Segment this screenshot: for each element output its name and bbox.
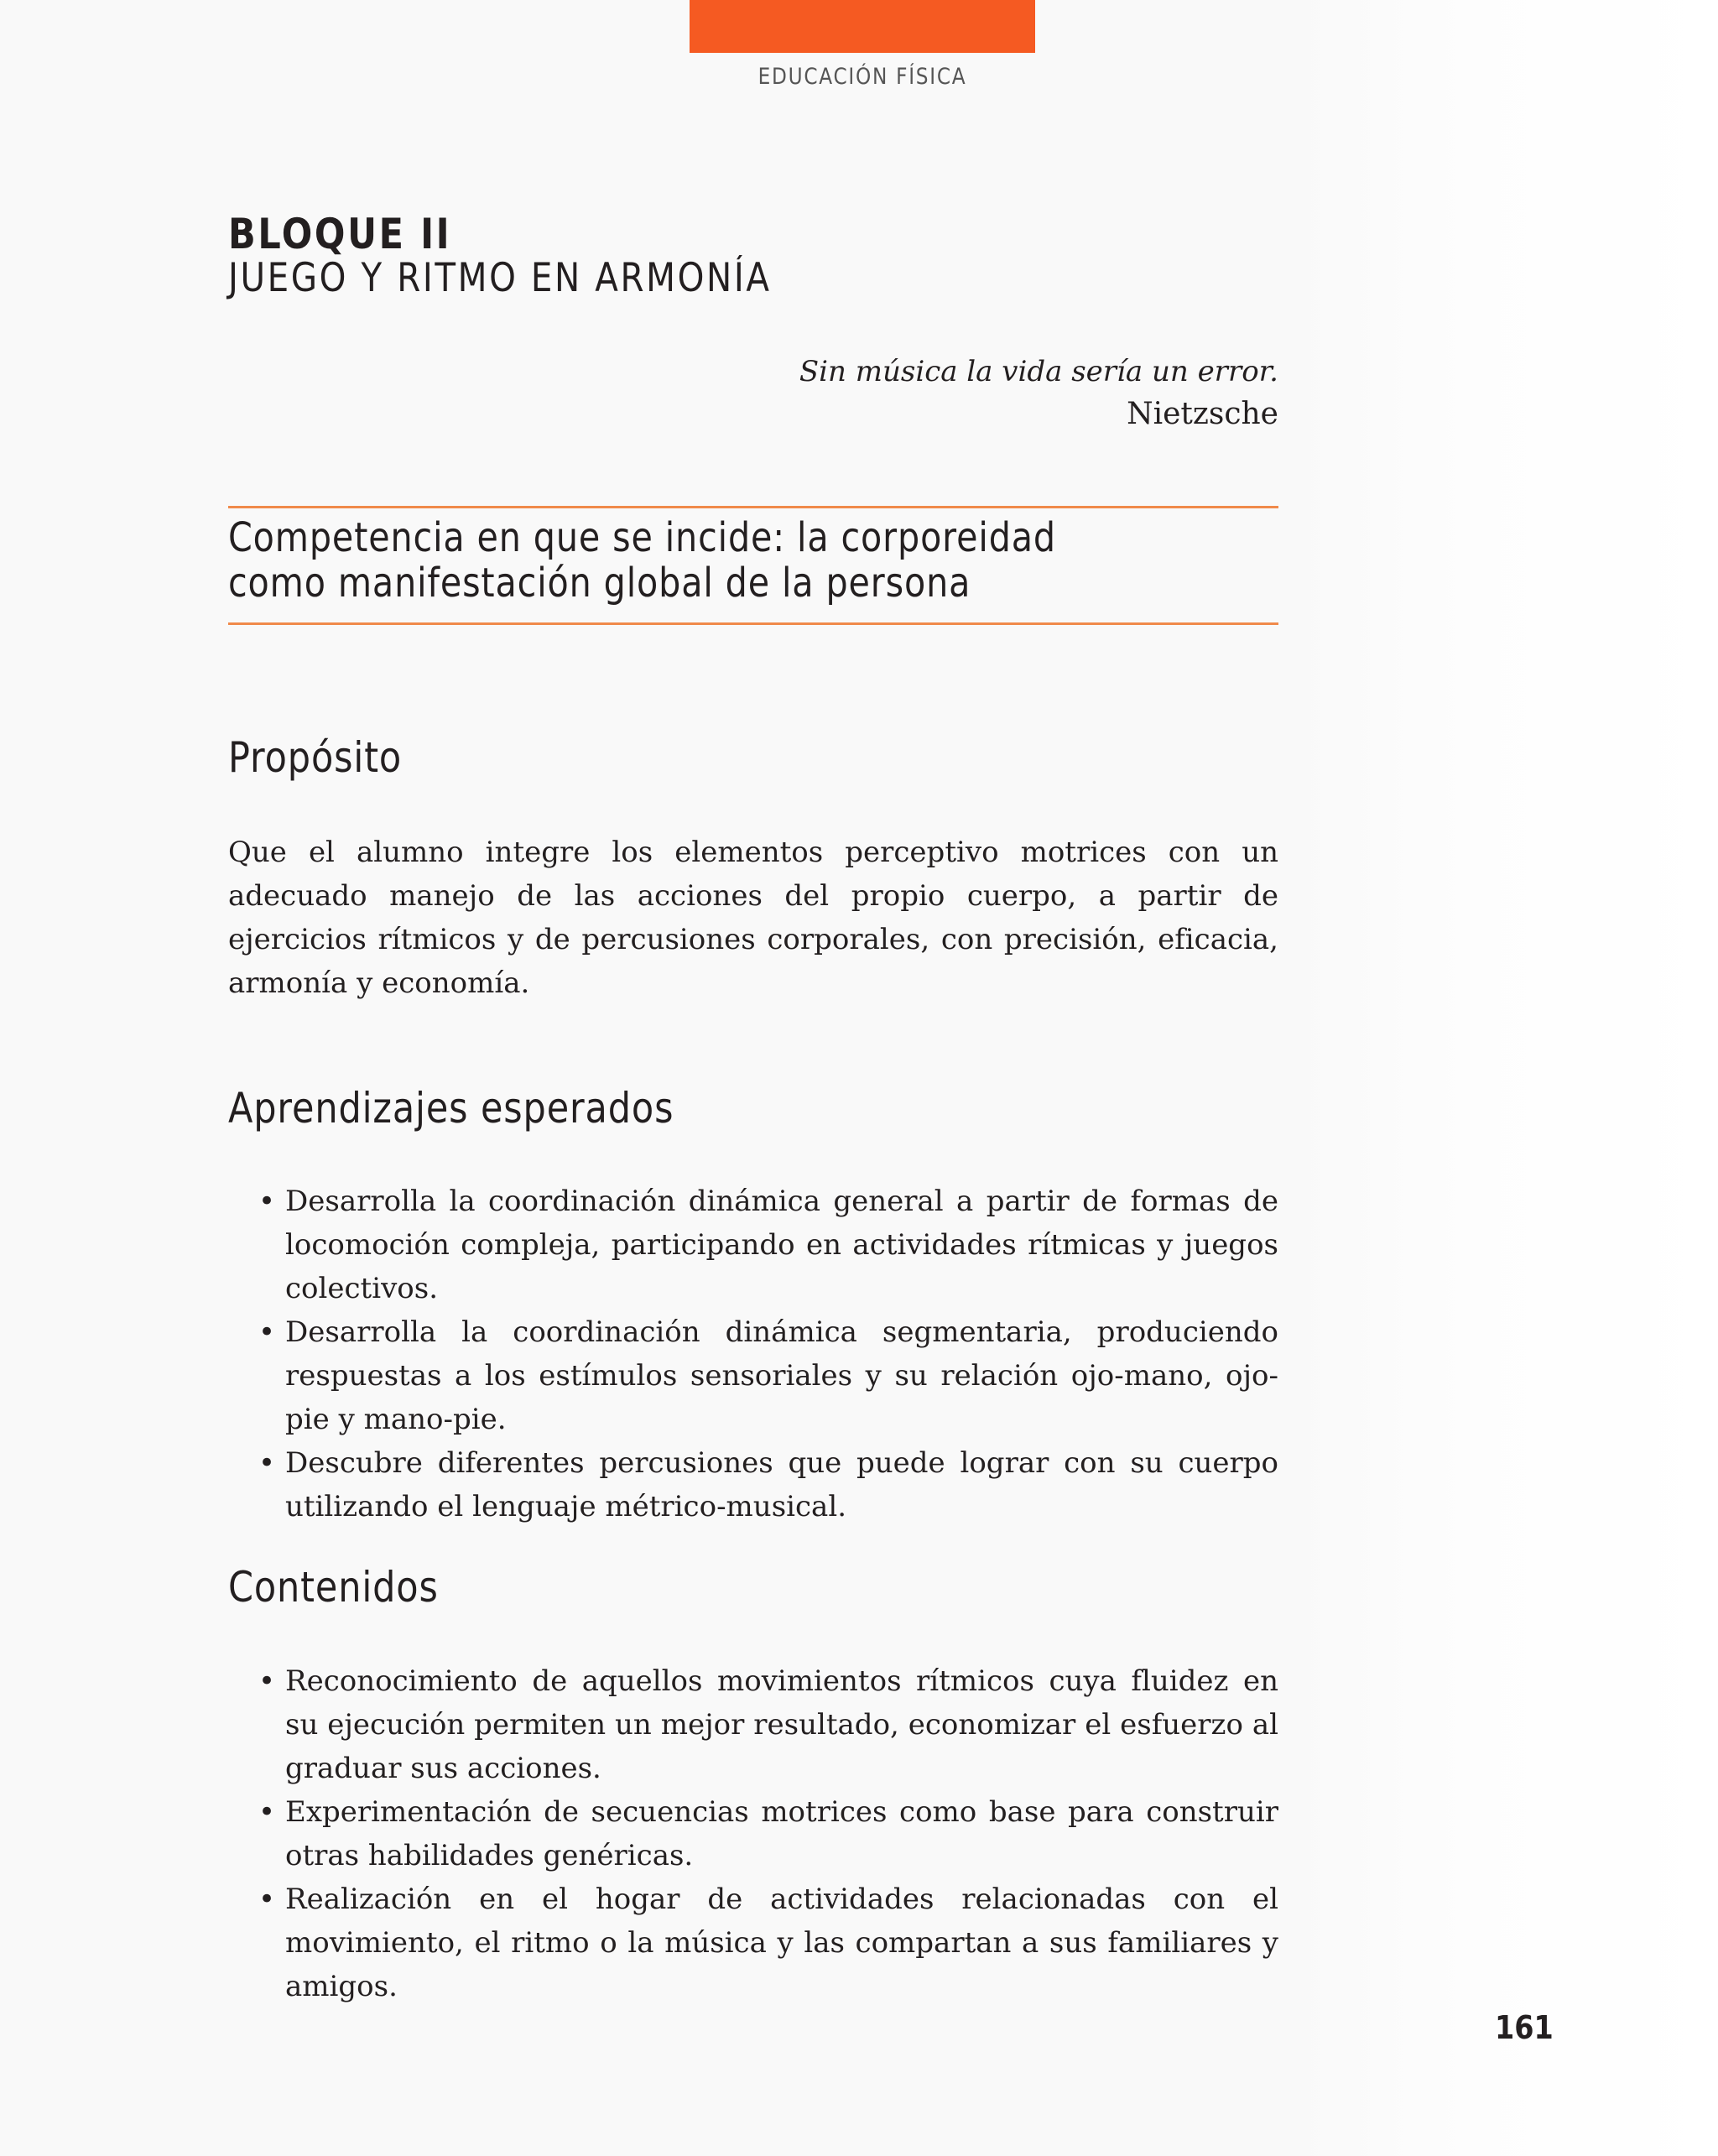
proposito-heading: Propósito bbox=[228, 733, 403, 782]
list-item-text: Experimentación de secuencias motrices como base para construir otras habilidades genéricas. bbox=[285, 1795, 1278, 1872]
bullet-icon: • bbox=[258, 1315, 276, 1349]
aprendizajes-list bbox=[228, 1180, 1278, 1528]
competencia-top-rule bbox=[228, 506, 1278, 508]
competencia-line-2: como manifestación global de la persona bbox=[228, 560, 971, 607]
block-label: BLOQUE II bbox=[228, 210, 452, 258]
contenidos-heading: Contenidos bbox=[228, 1563, 439, 1612]
list-item-text: Desarrolla la coordinación dinámica segmentaria, produciendo respuestas a los estímulos sensoriales y su relación ojo-mano, ojo-pie y mano-pie. bbox=[285, 1315, 1278, 1436]
bullet-icon: • bbox=[258, 1664, 276, 1698]
list-item bbox=[228, 1180, 1278, 1310]
list-item-text: Reconocimiento de aquellos movimientos rítmicos cuya fluidez en su ejecución permiten un mejor resultado, economizar el esfuerzo al graduar sus acciones. bbox=[285, 1664, 1278, 1785]
running-header: EDUCACIÓN FÍSICA bbox=[757, 64, 967, 90]
epigraph-quote: Sin música la vida sería un error. bbox=[799, 355, 1278, 388]
list-item bbox=[228, 1877, 1278, 2008]
list-item-text: Realización en el hogar de actividades relacionadas con el movimiento, el ritmo o la música y las compartan a sus familiares y amigos. bbox=[285, 1883, 1278, 2003]
list-item-text: Desarrolla la coordinación dinámica general a partir de formas de locomoción compleja, participando en actividades rítmicas y juegos colectivos. bbox=[285, 1185, 1278, 1305]
list-item-text: Descubre diferentes percusiones que puede lograr con su cuerpo utilizando el lenguaje métrico-musical. bbox=[285, 1446, 1278, 1523]
page-number: 161 bbox=[1495, 2009, 1554, 2046]
epigraph-author: Nietzsche bbox=[1127, 397, 1278, 431]
competencia-line-1: Competencia en que se incide: la corporeidad bbox=[228, 514, 1056, 561]
bullet-icon: • bbox=[258, 1446, 276, 1480]
list-item bbox=[228, 1659, 1278, 1790]
bullet-icon: • bbox=[258, 1795, 276, 1829]
competencia-heading bbox=[228, 515, 1056, 606]
bullet-icon: • bbox=[258, 1883, 276, 1916]
competencia-bottom-rule bbox=[228, 622, 1278, 625]
proposito-text: Que el alumno integre los elementos perceptivo motrices con un adecuado manejo de las acciones del propio cuerpo, a partir de ejercicios rítmicos y de percusiones corporales, con precisión, eficacia, armonía y economía. bbox=[228, 836, 1278, 1000]
list-item bbox=[228, 1790, 1278, 1877]
aprendizajes-heading: Aprendizajes esperados bbox=[228, 1084, 674, 1133]
block-title: JUEGO Y RITMO EN ARMONÍA bbox=[228, 255, 772, 301]
page-edge-shading bbox=[1299, 0, 1718, 2156]
list-item bbox=[228, 1310, 1278, 1441]
epigraph bbox=[799, 351, 1278, 436]
contenidos-list bbox=[228, 1659, 1278, 2008]
bullet-icon: • bbox=[258, 1185, 276, 1218]
section-tab-bar bbox=[690, 0, 1035, 53]
list-item bbox=[228, 1441, 1278, 1528]
